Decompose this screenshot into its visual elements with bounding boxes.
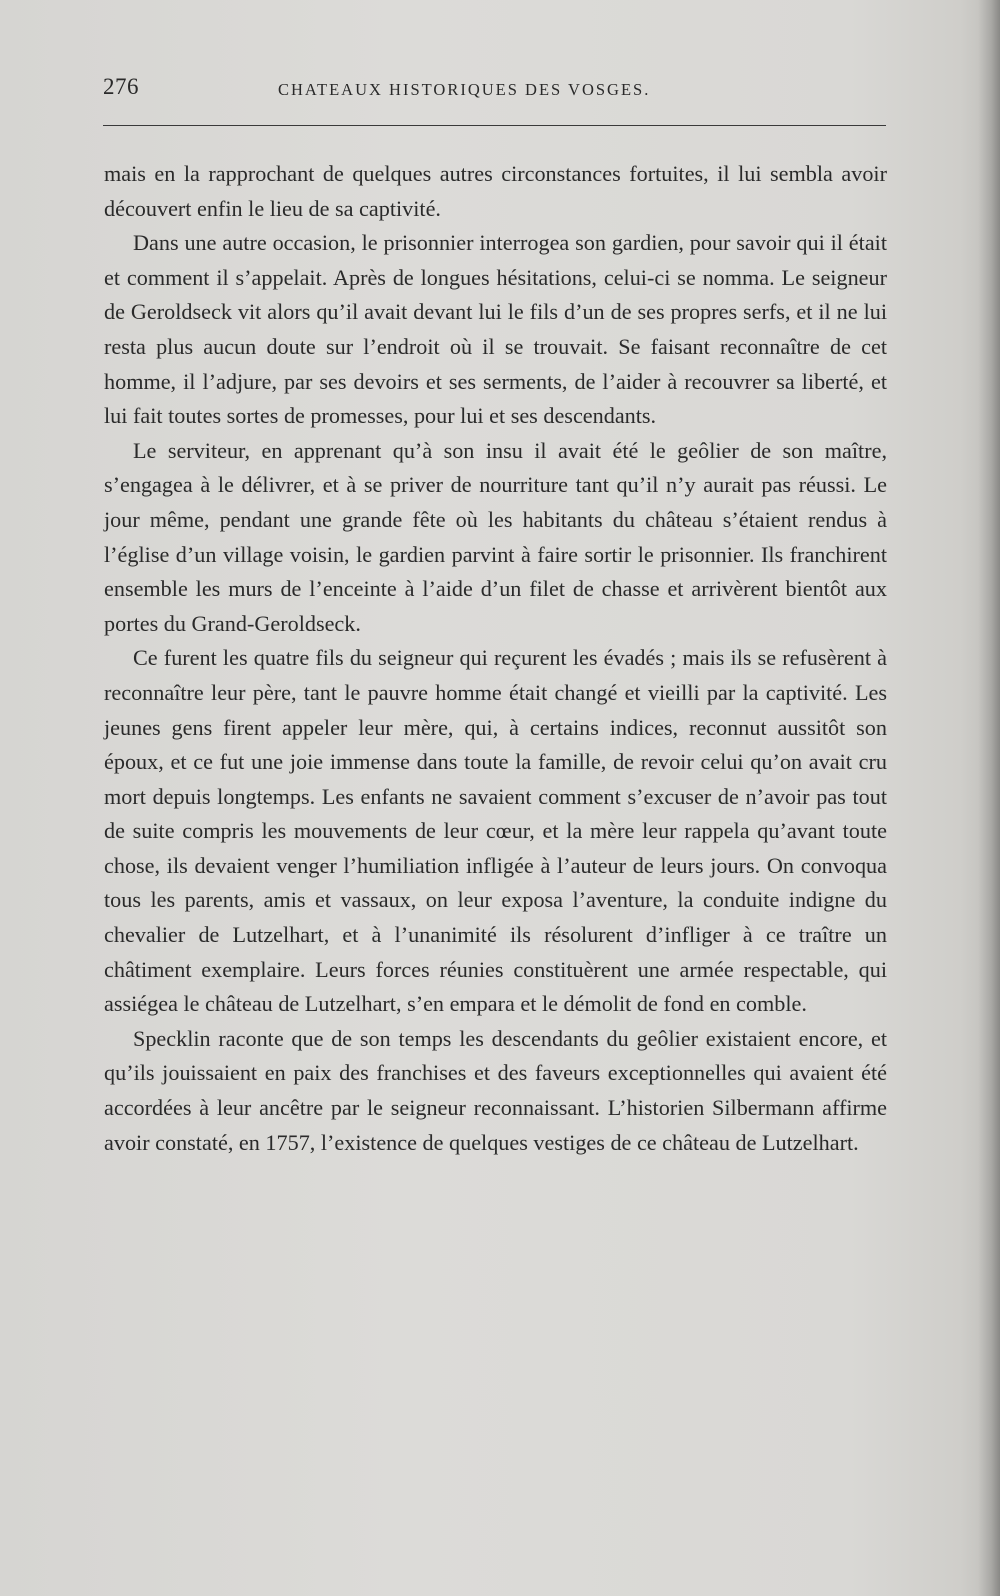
paragraph-2: Dans une autre occasion, le prisonnier interrogea son gardien, pour savoir qui il était et comment il s’appelait. Après de longues hésitations, celui-ci se nomma. Le seigneur de Geroldseck vit alors qu’il avait devant lui le fils d’un de ses propres serfs, et il ne lui resta plus aucun doute sur l’endroit où il se trouvait. Se faisant reconnaître de cet homme, il l’adjure, par ses devoirs et ses serments, de l’aider à recouvrer sa liberté, et lui fait toutes sortes de promesses, pour lui et ses descendants. xyxy=(104,230,887,429)
page-edge-shadow xyxy=(978,0,1000,1596)
paragraph-1: mais en la rapprochant de quelques autres circonstances fortuites, il lui sembla avoir découvert enfin le lieu de sa captivité. xyxy=(104,161,887,221)
header-rule xyxy=(103,125,886,126)
body-text xyxy=(104,157,887,1160)
paragraph-4: Ce furent les quatre fils du seigneur qui reçurent les évadés ; mais ils se refusèrent à reconnaître leur père, tant le pauvre homme était changé et vieilli par la captivité. Les jeunes gens firent appeler leur mère, qui, à certains indices, reconnut aussitôt son époux, et ce fut une joie immense dans toute la famille, de revoir celui qu’on avait cru mort depuis longtemps. Les enfants ne savaient comment s’excuser de n’avoir pas tout de suite compris les mouvements de leur cœur, et la mère leur rappela qu’avant toute chose, ils devaient venger l’humiliation infligée à l’auteur de leurs jours. On convoqua tous les parents, amis et vassaux, on leur exposa l’aventure, la conduite indigne du chevalier de Lutzelhart, et à l’unanimité ils résolurent d’infliger à ce traître un châtiment exemplaire. Leurs forces réunies constituèrent une armée respectable, qui assiégea le château de Lutzelhart, s’en empara et le démolit de fond en comble. xyxy=(104,645,887,1017)
paragraph-5: Specklin raconte que de son temps les descendants du geôlier existaient encore, et qu’ils jouissaient en paix des franchises et des faveurs exceptionnelles qui avaient été accordées à leur ancêtre par le seigneur reconnaissant. L’historien Silbermann affirme avoir constaté, en 1757, l’existence de quelques vestiges de ce château de Lutzelhart. xyxy=(104,1025,887,1155)
page-header xyxy=(103,74,888,108)
running-title: CHATEAUX HISTORIQUES DES VOSGES. xyxy=(278,80,651,99)
page-number: 276 xyxy=(103,74,139,99)
paragraph-3: Le serviteur, en apprenant qu’à son insu il avait été le geôlier de son maître, s’engagea à le délivrer, et à se priver de nourriture tant qu’il n’y aurait pas réussi. Le jour même, pendant une grande fête où les habitants du château s’étaient rendus à l’église d’un village voisin, le gardien parvint à faire sortir le prisonnier. Ils franchirent ensemble les murs de l’enceinte à l’aide d’un filet de chasse et arrivèrent bientôt aux portes du Grand-Geroldseck. xyxy=(104,437,887,636)
